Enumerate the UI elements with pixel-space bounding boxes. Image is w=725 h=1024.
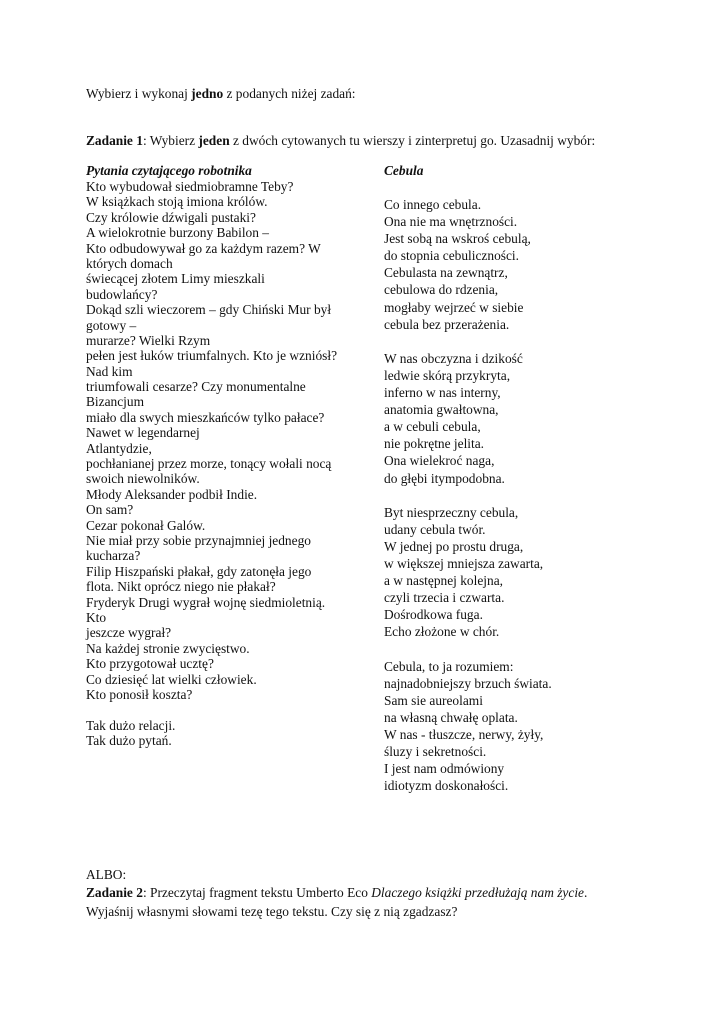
poem-stanza [384, 504, 644, 641]
poem-line: inferno w nas interny, [384, 385, 501, 401]
poem-line: On sam? [86, 502, 134, 518]
intro-text-after: z podanych niżej zadań: [223, 86, 356, 101]
task-1-heading [86, 132, 595, 150]
poem-left-column [86, 162, 376, 748]
poem-line: W nas - tłuszcze, nerwy, żyły, [384, 726, 544, 742]
poem-line: Młody Aleksander podbił Indie. [86, 486, 258, 502]
poem-line: pełen jest łuków triumfalnych. Kto je wzniósł? [86, 348, 338, 364]
poem-line: A wielokrotnie burzony Babilon – [86, 225, 269, 241]
task-2-heading [86, 884, 587, 902]
task-1-text-after: z dwóch cytowanych tu wierszy i zinterpretuj go. Uzasadnij wybór: [229, 133, 596, 148]
poem-line: gotowy – [86, 317, 137, 333]
poem-line: murarze? Wielki Rzym [86, 332, 211, 348]
poem-line: Atlantydzie, [86, 440, 152, 456]
poem-line: Kto przygotował ucztę? [86, 656, 214, 672]
poem-line: Kto odbudowywał go za każdym razem? W [86, 240, 321, 256]
poem-line: Fryderyk Drugi wygrał wojnę siedmioletnią. [86, 594, 326, 610]
poem-line: cebula bez przerażenia. [384, 316, 510, 332]
poem-line: na własną chwałę oplata. [384, 709, 518, 725]
poem-right-title: Cebula [384, 163, 424, 178]
poem-line: idiotyzm doskonałości. [384, 778, 509, 794]
poem-line: których domach [86, 255, 173, 271]
poem-line: Cebula, to ja rozumiem: [384, 658, 514, 674]
poem-line: budowlańcy? [86, 286, 158, 302]
poem-line: jeszcze wygrał? [86, 625, 172, 641]
poem-line: świecącej złotem Limy mieszkali [86, 271, 265, 287]
task-2-text-after: . [583, 885, 588, 900]
poem-line: nie pokrętne jelita. [384, 436, 485, 452]
poem-left-closing-lines [86, 718, 376, 749]
poem-line: ledwie skórą przykryta, [384, 367, 511, 383]
intro-bold-word: jedno [191, 86, 224, 101]
poem-line: Czy królowie dźwigali pustaki? [86, 209, 256, 225]
poem-line: Na każdej stronie zwycięstwo. [86, 640, 250, 656]
task-1-bold-word: jeden [198, 133, 230, 148]
poem-line: śluzy i sekretności. [384, 744, 487, 759]
poem-line: Filip Hiszpański płakał, gdy zatonęła jego [86, 563, 312, 579]
task-2-text-before: : Przeczytaj fragment tekstu Umberto Eco [142, 885, 372, 900]
poem-line: najnadobniejszy brzuch świata. [384, 675, 552, 691]
task-1-text-before: : Wybierz [142, 133, 199, 148]
albo-label: ALBO: [86, 867, 127, 882]
poem-line: W książkach stoją imiona królów. [86, 194, 268, 210]
poem-line: flota. Nikt oprócz niego nie płakał? [86, 579, 276, 595]
poem-line: Ona wielekroć naga, [384, 453, 495, 469]
poem-line: Byt niesprzeczny cebula, [384, 504, 519, 520]
poem-line: Tak dużo relacji. [86, 717, 176, 733]
poem-line: do stopnia cebuliczności. [384, 248, 519, 264]
poem-line: Kto [86, 609, 107, 625]
poem-right-stanzas [384, 196, 644, 794]
poem-line: w większej mniejsza zawarta, [384, 555, 544, 571]
poem-line: Cebulasta na zewnątrz, [384, 265, 508, 281]
instruction-line [86, 85, 356, 103]
poem-line: Nad kim [86, 363, 133, 379]
poem-line: Kto wybudował siedmiobramne Teby? [86, 179, 294, 194]
poem-line: W jednej po prostu druga, [384, 538, 524, 554]
poem-line: miało dla swych mieszkańców tylko pałace? [86, 409, 325, 425]
poem-stanza [384, 350, 644, 487]
poem-line: Jest sobą na wskroś cebulą, [384, 231, 531, 247]
poem-line: a w cebuli cebula, [384, 419, 481, 435]
poem-line: Nawet w legendarnej [86, 425, 200, 441]
poem-line: anatomia gwałtowna, [384, 402, 499, 418]
task-2-question: Wyjaśnij własnymi słowami tezę tego tekstu. Czy się z nią zgadzasz? [86, 904, 458, 919]
poem-line: Sam sie aureolami [384, 692, 483, 708]
poem-line: W nas obczyzna i dzikość [384, 350, 523, 366]
poem-line: Cezar pokonał Galów. [86, 517, 206, 533]
poem-right-column [384, 162, 644, 794]
poem-line: mogłaby wejrzeć w siebie [384, 299, 524, 315]
task-2-label: Zadanie 2 [86, 885, 143, 900]
poem-line: Co innego cebula. [384, 197, 482, 212]
poem-line: Kto ponosił koszta? [86, 686, 193, 702]
poem-line: czyli trzecia i czwarta. [384, 590, 505, 606]
poem-line: Dośrodkowa fuga. [384, 607, 483, 623]
poem-left-title: Pytania czytającego robotnika [86, 163, 252, 178]
poem-line: pochłanianej przez morze, tonący wołali nocą [86, 456, 332, 472]
poem-line: I jest nam odmówiony [384, 761, 505, 777]
poem-line: Bizancjum [86, 394, 145, 410]
poem-line: a w następnej kolejna, [384, 573, 503, 589]
poem-line: swoich niewolników. [86, 471, 200, 487]
poem-line: kucharza? [86, 548, 141, 564]
poem-line: cebulowa do rdzenia, [384, 282, 499, 298]
poem-line: do głębi itympodobna. [384, 470, 505, 486]
poem-line: triumfowali cesarze? Czy monumentalne [86, 379, 306, 395]
poem-line: Co dziesięć lat wielki człowiek. [86, 671, 257, 687]
poem-line: Tak dużo pytań. [86, 733, 172, 749]
poem-line: Echo złożone w chór. [384, 624, 500, 640]
intro-text-before: Wybierz i wykonaj [86, 86, 192, 101]
poem-line: Dokąd szli wieczorem – gdy Chiński Mur był [86, 302, 332, 318]
task-1-label: Zadanie 1 [86, 133, 143, 148]
task-2-book-title: Dlaczego książki przedłużają nam życie [371, 885, 584, 900]
poem-stanza [384, 658, 644, 795]
poem-line: Nie miał przy sobie przynajmniej jednego [86, 532, 311, 548]
poem-line: udany cebula twór. [384, 521, 486, 537]
poem-left-lines [86, 179, 376, 702]
poem-stanza [384, 196, 644, 333]
poem-line: Ona nie ma wnętrzności. [384, 214, 518, 230]
